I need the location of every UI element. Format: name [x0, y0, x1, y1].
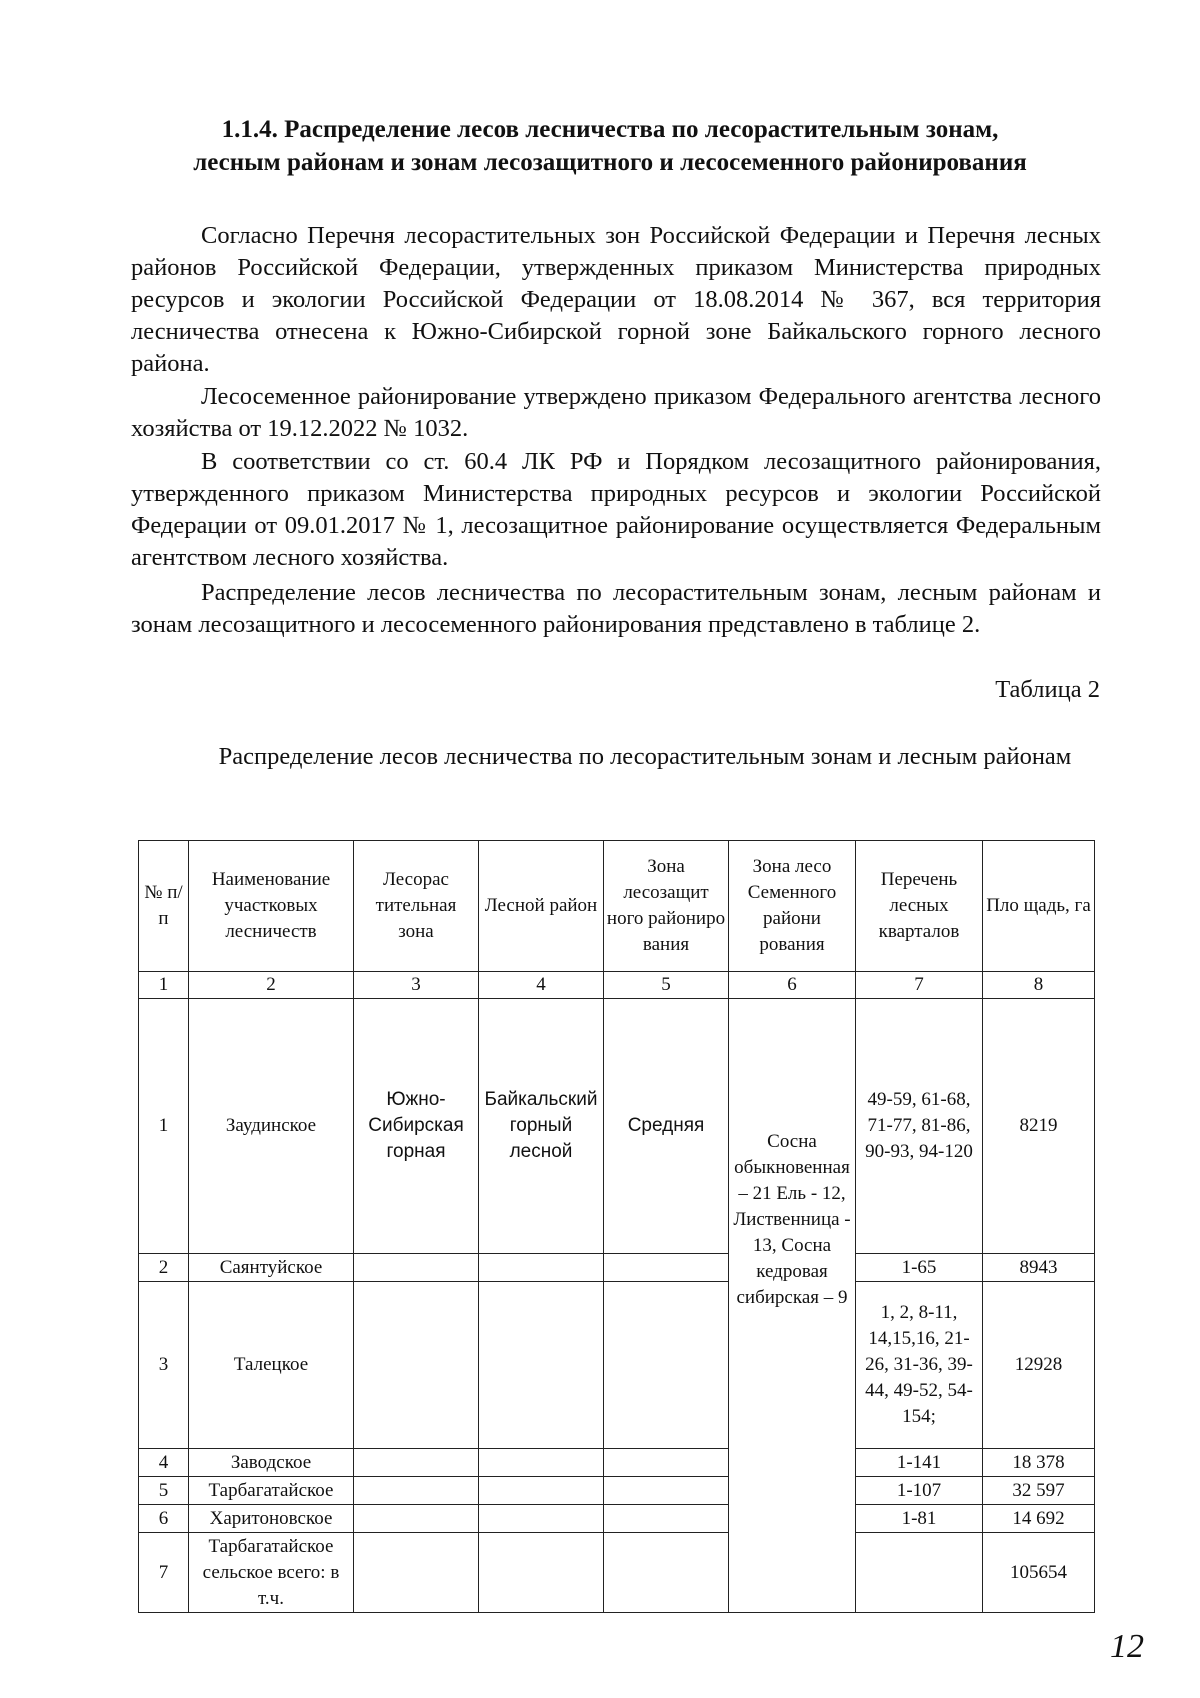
- row-quarters: 49-59, 61-68, 71-77, 81-86, 90-93, 94-120: [856, 999, 983, 1254]
- header-zone: Лесорас тительная зона: [354, 841, 479, 972]
- row-area: 18 378: [983, 1449, 1095, 1477]
- empty-cell: [354, 1282, 479, 1449]
- header-district: Лесной район: [479, 841, 604, 972]
- row-area: 14 692: [983, 1505, 1095, 1533]
- empty-cell: [604, 1533, 729, 1613]
- col-number: 8: [983, 972, 1095, 999]
- table-row: [139, 1505, 1095, 1533]
- row-name: Харитоновское: [189, 1505, 354, 1533]
- row-area: 8219: [983, 999, 1095, 1254]
- empty-cell: [354, 1505, 479, 1533]
- row-num: 6: [139, 1505, 189, 1533]
- row-num: 5: [139, 1477, 189, 1505]
- seed-zone-cell: Сосна обыкновенная – 21 Ель - 12, Лиственница - 13, Сосна кедровая сибирская – 9: [729, 999, 856, 1613]
- row-num: 4: [139, 1449, 189, 1477]
- empty-cell: [479, 1533, 604, 1613]
- forest-zone-cell: Южно-Сибирская горная: [354, 999, 479, 1254]
- row-num: 1: [139, 999, 189, 1254]
- row-area: 105654: [983, 1533, 1095, 1613]
- col-number: 1: [139, 972, 189, 999]
- protection-zone-cell: Средняя: [604, 999, 729, 1254]
- paragraph-2: Лесосеменное районирование утверждено приказом Федерального агентства лесного хозяйства от 19.12.2022 № 1032.: [131, 383, 1101, 442]
- header-seed-zone: Зона лесо Семенного райони рования: [729, 841, 856, 972]
- empty-cell: [604, 1282, 729, 1449]
- header-num: № п/п: [139, 841, 189, 972]
- empty-cell: [604, 1449, 729, 1477]
- col-number: 3: [354, 972, 479, 999]
- row-num: 2: [139, 1254, 189, 1282]
- empty-cell: [479, 1449, 604, 1477]
- column-number-row: [139, 972, 1095, 999]
- row-area: 8943: [983, 1254, 1095, 1282]
- row-name: Тарбагатайское: [189, 1477, 354, 1505]
- table-row: [139, 1477, 1095, 1505]
- row-area: 32 597: [983, 1477, 1095, 1505]
- paragraph-1: Согласно Перечня лесорастительных зон Российской Федерации и Перечня лесных районов Российской Федерации, утвержденных приказом Министерства природных ресурсов и экологии Российской Федерации от 18.08.2014 № 367, вся территория лесничества отнесена к Южно-Сибирской горной зоне Байкальского горного лесного района.: [131, 222, 1101, 377]
- empty-cell: [479, 1477, 604, 1505]
- header-name: Наименование участковых лесничеств: [189, 841, 354, 972]
- section-heading-line-2: лесным районам и зонам лесозащитного и лесосеменного районирования: [193, 149, 1027, 176]
- section-heading: [120, 113, 1100, 179]
- table-row: [139, 1254, 1095, 1282]
- row-name: Талецкое: [189, 1282, 354, 1449]
- page-number: 12: [1110, 1628, 1144, 1665]
- empty-cell: [354, 1254, 479, 1282]
- empty-cell: [354, 1449, 479, 1477]
- row-quarters: 1-81: [856, 1505, 983, 1533]
- col-number: 2: [189, 972, 354, 999]
- forest-district-cell: Байкальский горный лесной: [479, 999, 604, 1254]
- empty-cell: [479, 1254, 604, 1282]
- section-heading-line-1: 1.1.4. Распределение лесов лесничества по лесорастительным зонам,: [221, 116, 999, 143]
- empty-cell: [354, 1533, 479, 1613]
- row-name: Заводское: [189, 1449, 354, 1477]
- header-quarters: Перечень лесных кварталов: [856, 841, 983, 972]
- table-header-row: [139, 841, 1095, 972]
- row-quarters: 1-65: [856, 1254, 983, 1282]
- row-num: 7: [139, 1533, 189, 1613]
- row-area: 12928: [983, 1282, 1095, 1449]
- empty-cell: [354, 1477, 479, 1505]
- col-number: 6: [729, 972, 856, 999]
- col-number: 5: [604, 972, 729, 999]
- empty-cell: [604, 1505, 729, 1533]
- row-name: Заудинское: [189, 999, 354, 1254]
- table-row: [139, 1449, 1095, 1477]
- row-name: Тарбагатайское сельское всего: в т.ч.: [189, 1533, 354, 1613]
- col-number: 7: [856, 972, 983, 999]
- empty-cell: [479, 1282, 604, 1449]
- empty-cell: [604, 1254, 729, 1282]
- header-area: Пло щадь, га: [983, 841, 1095, 972]
- row-quarters: 1-107: [856, 1477, 983, 1505]
- table-row: [139, 999, 1095, 1254]
- row-name: Саянтуйское: [189, 1254, 354, 1282]
- table-title: Распределение лесов лесничества по лесорастительным зонам и лесным районам: [218, 743, 1072, 770]
- col-number: 4: [479, 972, 604, 999]
- table-row: [139, 1282, 1095, 1449]
- row-quarters: 1, 2, 8-11, 14,15,16, 21-26, 31-36, 39-44, 49-52, 54-154;: [856, 1282, 983, 1449]
- table-label: Таблица 2: [995, 676, 1100, 703]
- table-row: [139, 1533, 1095, 1613]
- header-protection-zone: Зона лесозащит ного райониро вания: [604, 841, 729, 972]
- row-quarters: [856, 1533, 983, 1613]
- empty-cell: [604, 1477, 729, 1505]
- distribution-table: [138, 840, 1095, 1613]
- empty-cell: [479, 1505, 604, 1533]
- paragraph-4: Распределение лесов лесничества по лесорастительным зонам, лесным районам и зонам лесозащитного и лесосеменного районирования представлено в таблице 2.: [131, 579, 1101, 638]
- row-num: 3: [139, 1282, 189, 1449]
- row-quarters: 1-141: [856, 1449, 983, 1477]
- paragraph-3: В соответствии со ст. 60.4 ЛК РФ и Порядком лесозащитного районирования, утвержденного приказом Министерства природных ресурсов и экологии Российской Федерации от 09.01.2017 № 1, лесозащитное районирование осуществляется Федеральным агентством лесного хозяйства.: [131, 448, 1101, 571]
